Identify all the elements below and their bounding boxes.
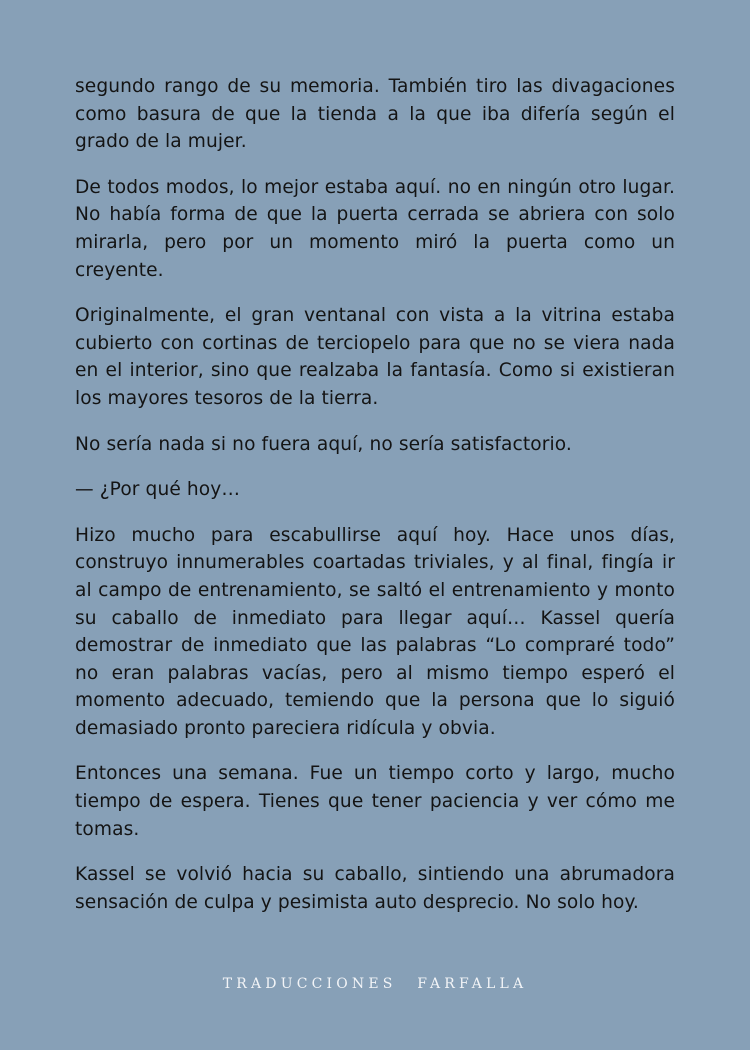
- paragraph: Hizo mucho para escabullirse aquí hoy. Hace unos días, construyo innumerables coartadas triviales, y al final, fingía ir al campo de entrenamiento, se saltó el entrenamiento y monto su caballo de inmediato para llegar aquí… Kassel quería demostrar de inmediato que las palabras “Lo compraré todo” no eran palabras vacías, pero al mismo tiempo esperó el momento adecuado, temiendo que la persona que lo siguió demasiado pronto pareciera ridícula y obvia.: [75, 524, 675, 739]
- paragraph: Kassel se volvió hacia su caballo, sintiendo una abrumadora sensación de culpa y pesimista auto desprecio. No solo hoy.: [75, 864, 675, 913]
- footer-credit: TRADUCCIONES FARFALLA: [222, 976, 528, 992]
- paragraph: segundo rango de su memoria. También tiro las divagaciones como basura de que la tienda a la que iba difería según el grado de la mujer.: [75, 76, 675, 153]
- paragraph: De todos modos, lo mejor estaba aquí. no en ningún otro lugar. No había forma de que la puerta cerrada se abriera con solo mirarla, pero por un momento miró la puerta como un creyente.: [75, 176, 675, 281]
- paragraph: No sería nada si no fuera aquí, no sería satisfactorio.: [75, 433, 572, 455]
- body-text: [75, 73, 675, 934]
- paragraph: Entonces una semana. Fue un tiempo corto y largo, mucho tiempo de espera. Tienes que tener paciencia y ver cómo me tomas.: [75, 763, 675, 840]
- dialogue-line: — ¿Por qué hoy…: [75, 479, 241, 501]
- paragraph: Originalmente, el gran ventanal con vista a la vitrina estaba cubierto con cortinas de terciopelo para que no se viera nada en el interior, sino que realzaba la fantasía. Como si existieran los mayores tesoros de la tierra.: [75, 305, 675, 409]
